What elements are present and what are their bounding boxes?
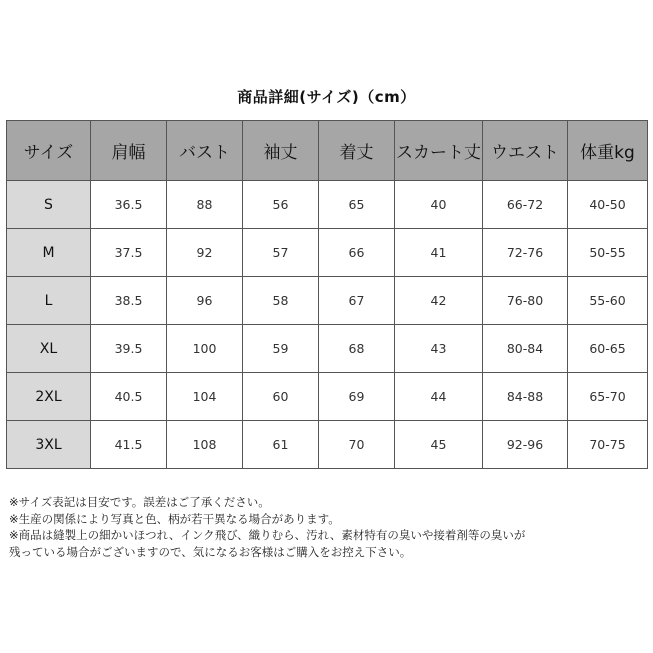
table-cell: 70-75 xyxy=(568,421,648,469)
table-cell: 72-76 xyxy=(483,229,568,277)
table-row xyxy=(7,181,648,229)
size-label: 2XL xyxy=(7,373,91,421)
table-cell: 92 xyxy=(167,229,243,277)
size-label: S xyxy=(7,181,91,229)
page-title: 商品詳細(サイズ)（cm） xyxy=(237,88,416,106)
table-header-row xyxy=(7,121,648,181)
table-cell: 41.5 xyxy=(91,421,167,469)
note-line: ※生産の関係により写真と色、柄が若干異なる場合があります。 xyxy=(9,511,340,526)
table-row xyxy=(7,421,648,469)
note-line: 残っている場合がございますので、気になるお客様はご購入をお控え下さい。 xyxy=(9,544,412,559)
table-cell: 38.5 xyxy=(91,277,167,325)
table-cell: 96 xyxy=(167,277,243,325)
header-size: サイズ xyxy=(7,121,91,181)
table-cell: 37.5 xyxy=(91,229,167,277)
header-sleeve-length: 袖丈 xyxy=(243,121,319,181)
header-total-length: 着丈 xyxy=(319,121,395,181)
table-row xyxy=(7,229,648,277)
table-cell: 40.5 xyxy=(91,373,167,421)
size-label: L xyxy=(7,277,91,325)
table-row xyxy=(7,277,648,325)
table-row xyxy=(7,325,648,373)
header-weight: 体重kg xyxy=(568,121,648,181)
table-cell: 65-70 xyxy=(568,373,648,421)
table-cell: 69 xyxy=(319,373,395,421)
header-waist: ウエスト xyxy=(483,121,568,181)
size-table xyxy=(6,120,648,469)
table-cell: 68 xyxy=(319,325,395,373)
table-cell: 43 xyxy=(395,325,483,373)
table-cell: 45 xyxy=(395,421,483,469)
notes xyxy=(9,494,649,560)
table-cell: 66 xyxy=(319,229,395,277)
table-cell: 39.5 xyxy=(91,325,167,373)
table-cell: 44 xyxy=(395,373,483,421)
table-cell: 41 xyxy=(395,229,483,277)
table-cell: 42 xyxy=(395,277,483,325)
table-cell: 104 xyxy=(167,373,243,421)
table-cell: 84-88 xyxy=(483,373,568,421)
table-cell: 65 xyxy=(319,181,395,229)
table-cell: 60-65 xyxy=(568,325,648,373)
header-shoulder-width: 肩幅 xyxy=(91,121,167,181)
table-cell: 55-60 xyxy=(568,277,648,325)
table-cell: 108 xyxy=(167,421,243,469)
table-cell: 40-50 xyxy=(568,181,648,229)
table-cell: 66-72 xyxy=(483,181,568,229)
table-cell: 56 xyxy=(243,181,319,229)
note-line: ※サイズ表記は目安です。誤差はご了承ください。 xyxy=(9,495,270,509)
table-cell: 100 xyxy=(167,325,243,373)
table-cell: 70 xyxy=(319,421,395,469)
table-row xyxy=(7,373,648,421)
table-cell: 61 xyxy=(243,421,319,469)
header-skirt-length: スカート丈 xyxy=(395,121,483,181)
table-cell: 59 xyxy=(243,325,319,373)
size-label: XL xyxy=(7,325,91,373)
table-cell: 92-96 xyxy=(483,421,568,469)
size-label: 3XL xyxy=(7,421,91,469)
table-cell: 50-55 xyxy=(568,229,648,277)
size-label: M xyxy=(7,229,91,277)
table-cell: 40 xyxy=(395,181,483,229)
table-cell: 58 xyxy=(243,277,319,325)
table-cell: 88 xyxy=(167,181,243,229)
table-cell: 60 xyxy=(243,373,319,421)
table-cell: 76-80 xyxy=(483,277,568,325)
note-line: ※商品は縫製上の細かいほつれ、インク飛び、織りむら、汚れ、素材特有の臭いや接着剤等の臭いが xyxy=(9,528,526,542)
table-cell: 36.5 xyxy=(91,181,167,229)
table-cell: 57 xyxy=(243,229,319,277)
table-cell: 67 xyxy=(319,277,395,325)
table-cell: 80-84 xyxy=(483,325,568,373)
header-bust: バスト xyxy=(167,121,243,181)
